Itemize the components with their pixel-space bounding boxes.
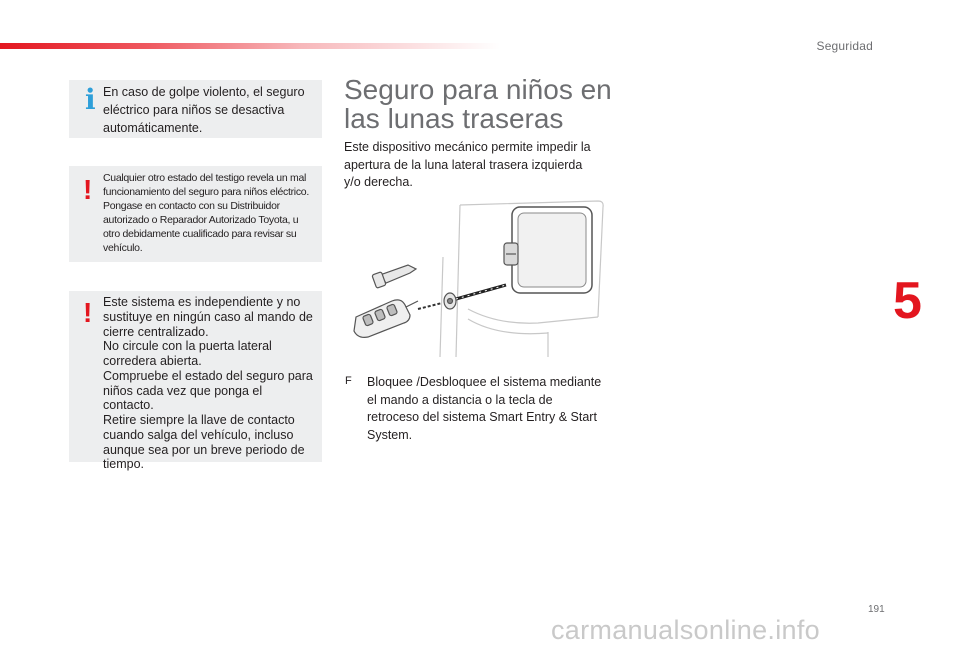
info-note: [69, 80, 322, 138]
section-header: Seguridad: [816, 39, 873, 53]
bullet-arrow-icon: F: [345, 375, 352, 387]
page-title: Seguro para niños en las lunas traseras: [344, 74, 612, 134]
header-accent-bar: [0, 43, 500, 49]
child-lock-illustration: [348, 197, 606, 357]
lock-latch: [504, 243, 518, 265]
warning-note-system: [69, 291, 322, 472]
remote-key-fob: [354, 300, 418, 338]
chapter-number: 5: [893, 272, 922, 330]
page-number: 191: [868, 604, 885, 615]
emergency-key: [372, 265, 416, 288]
info-note-text: En caso de golpe violento, el seguro eléctrico para niños se desactiva automáticamente.: [103, 85, 305, 136]
warning-icon: !: [83, 297, 93, 328]
warning-note-system-text: Este sistema es independiente y no sustituye en ningún caso al mando de cierre centralizado. No circule con la puerta lateral corredera abierta. Compruebe el estado del seguro para niños cada vez que ponga el contacto. Retire siempre la llave de contacto cuando salga del vehículo, incluso aunque sea por un breve periodo de tiempo.: [103, 295, 313, 472]
callout-dashes: [418, 285, 506, 309]
child-lock-button: [444, 293, 456, 309]
warning-note-testigo: [69, 166, 322, 262]
warning-note-testigo-text: Cualquier otro estado del testigo revela un mal funcionamiento del seguro para niños eléctrico. Pongase en contacto con su Distribuidor autorizado o Reparador Autorizado Toyota, u otro debidamente cualificado para revisar su vehículo.: [103, 172, 309, 254]
warning-icon: !: [83, 174, 93, 205]
info-icon: i: [85, 83, 96, 116]
window-frame: [512, 207, 592, 293]
instruction-bullet: [345, 374, 607, 444]
intro-paragraph: Este dispositivo mecánico permite impedir la apertura de la luna lateral trasera izquierda y/o derecha.: [344, 140, 591, 189]
watermark: carmanualsonline.info: [551, 615, 820, 645]
instruction-bullet-text: Bloquee /Desbloquee el sistema mediante el mando a distancia o la tecla de retroceso del sistema Smart Entry & Start System.: [367, 375, 602, 442]
